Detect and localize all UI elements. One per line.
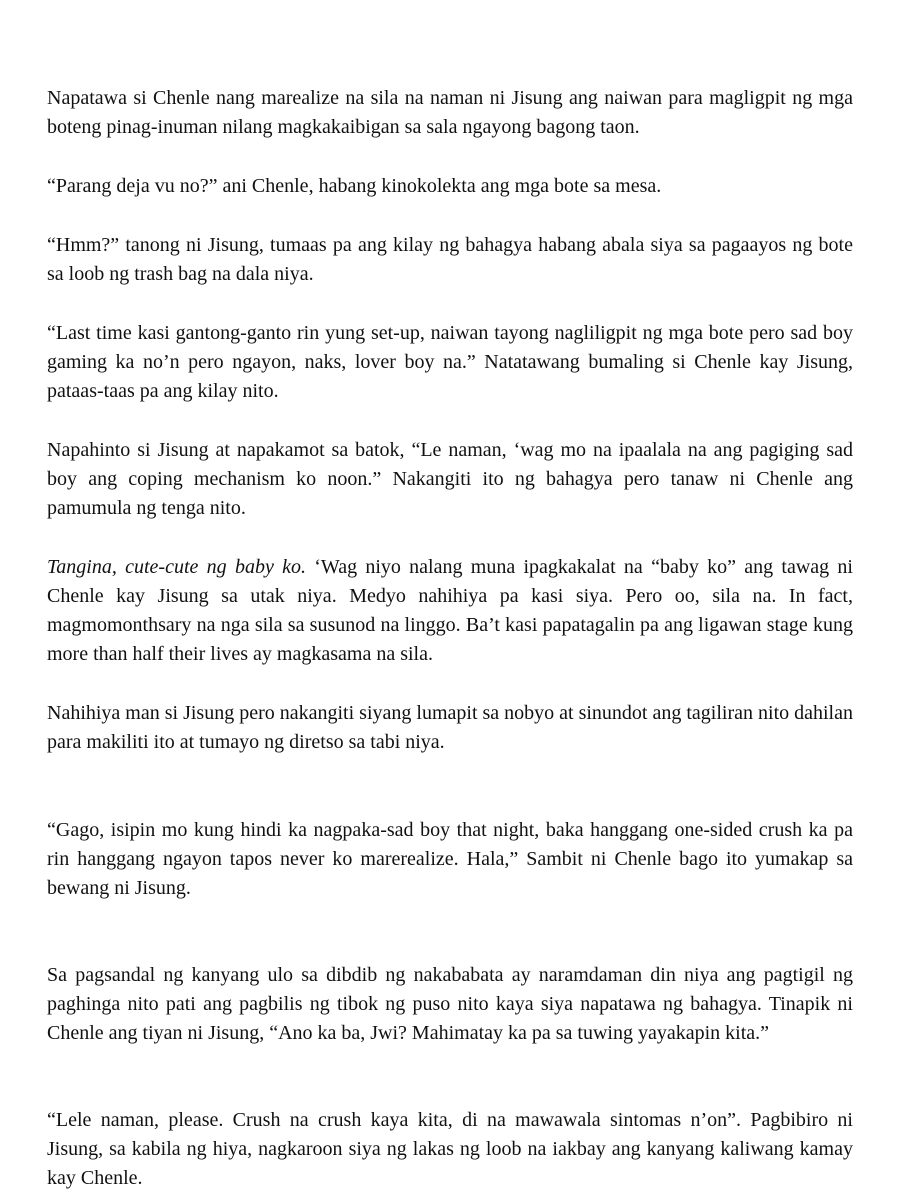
paragraph-text: Nahihiya man si Jisung pero nakangiti siyang lumapit sa nobyo at sinundot ang tagiliran nito dahilan para makiliti ito at tumayo ng diretso sa tabi niya. [47, 702, 853, 753]
paragraph-text: ‘Wag niyo nalang muna ipagkakalat na “baby ko” ang tawag ni Chenle kay Jisung sa utak niya. Medyo nahihiya pa kasi siya. Pero oo, sila na. In fact, magmomonthsary na nga sila sa susunod na linggo. Ba’t kasi papatagalin pa ang ligawan stage kung more than half their lives ay magkasama na sila. [47, 556, 853, 665]
paragraph-2 [47, 172, 853, 201]
paragraph-text: “Gago, isipin mo kung hindi ka nagpaka-sad boy that night, baka hanggang one-sided crush ka pa rin hanggang ngayon tapos never ko marerealize. Hala,” Sambit ni Chenle bago ito yumakap sa bewang ni Jisung. [47, 819, 853, 899]
paragraph-text: “Hmm?” tanong ni Jisung, tumaas pa ang kilay ng bahagya habang abala siya sa pagaayos ng bote sa loob ng trash bag na dala niya. [47, 234, 853, 285]
paragraph-3 [47, 231, 853, 289]
paragraph-text: Napahinto si Jisung at napakamot sa batok, “Le naman, ‘wag mo na ipaalala na ang pagiging sad boy ang coping mechanism ko noon.” Nakangiti ito ng bahagya pero tanaw ni Chenle ang pamumula ng tenga nito. [47, 439, 853, 519]
italic-thought: Tangina, cute-cute ng baby ko. [47, 556, 306, 578]
paragraph-text: Napatawa si Chenle nang marealize na sila na naman ni Jisung ang naiwan para magligpit ng mga boteng pinag-inuman nilang magkakaibigan sa sala ngayong bagong taon. [47, 87, 853, 138]
paragraph-9 [47, 961, 853, 1048]
paragraph-4 [47, 319, 853, 406]
paragraph-5 [47, 436, 853, 523]
paragraph-6 [47, 553, 853, 669]
paragraph-text: “Last time kasi gantong-ganto rin yung set-up, naiwan tayong nagliligpit ng mga bote pero sad boy gaming ka no’n pero ngayon, naks, lover boy na.” Natatawang bumaling si Chenle kay Jisung, pataas-taas pa ang kilay nito. [47, 322, 853, 402]
paragraph-text: Sa pagsandal ng kanyang ulo sa dibdib ng nakababata ay naramdaman din niya ang pagtigil ng paghinga nito pati ang pagbilis ng tibok ng puso nito kaya siya napatawa ng bahagya. Tinapik ni Chenle ang tiyan ni Jisung, “Ano ka ba, Jwi? Mahimatay ka pa sa tuwing yayakapin kita.” [47, 964, 853, 1044]
paragraph-text: “Parang deja vu no?” ani Chenle, habang kinokolekta ang mga bote sa mesa. [47, 175, 662, 197]
paragraph-8 [47, 816, 853, 903]
paragraph-text: “Lele naman, please. Crush na crush kaya kita, di na mawawala sintomas n’on”. Pagbibiro ni Jisung, sa kabila ng hiya, nagkaroon siya ng lakas ng loob na iakbay ang kanyang kaliwang kamay kay Chenle. [47, 1109, 853, 1189]
paragraph-1 [47, 84, 853, 142]
story-page [47, 84, 853, 1193]
paragraph-7 [47, 699, 853, 757]
paragraph-10 [47, 1106, 853, 1193]
